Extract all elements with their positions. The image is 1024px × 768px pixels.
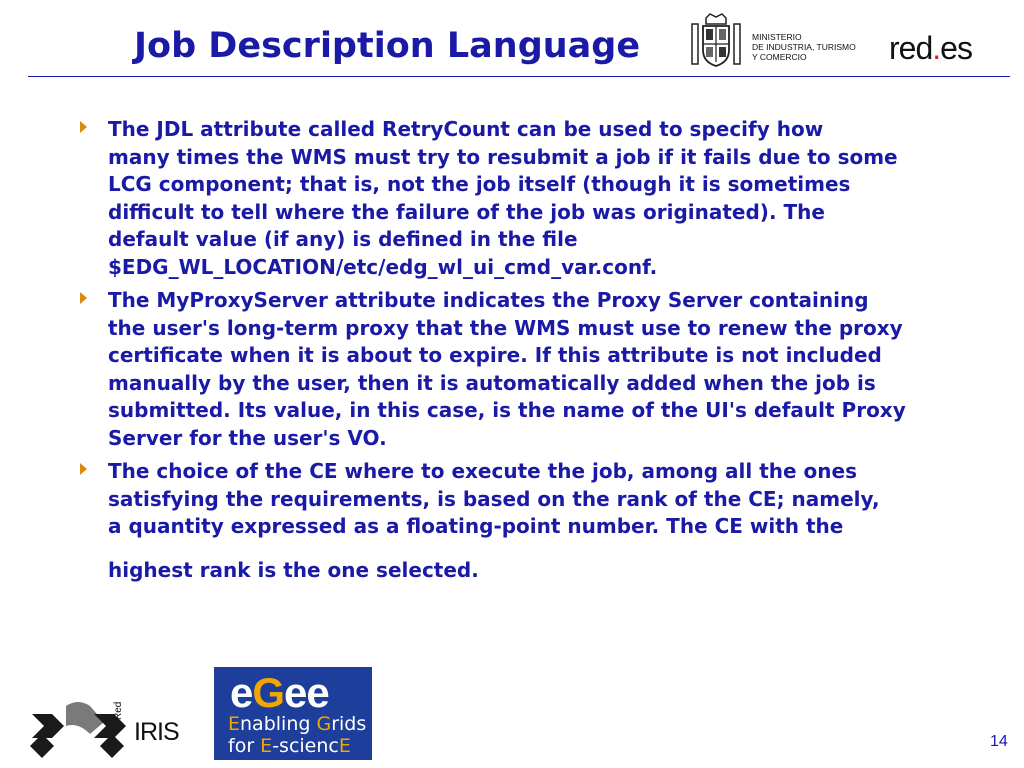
bullet-line: many times the WMS must try to resubmit a job if it fails due to some xyxy=(108,144,898,169)
ministry-logo xyxy=(752,32,856,62)
bullet-line: LCG component; that is, not the job itself (though it is sometimes xyxy=(108,172,851,196)
bullet-item xyxy=(80,458,960,584)
bullet-line: a quantity expressed as a floating-point number. The CE with the xyxy=(108,514,844,538)
egee-wordmark-e: e xyxy=(230,669,253,716)
bullet-line: default value (if any) is defined in the file xyxy=(108,227,578,251)
bullet-arrow-icon xyxy=(80,292,87,304)
bullet-line: satisfying the requirements, is based on the rank of the CE; namely, xyxy=(108,486,880,511)
bullet-arrow-icon xyxy=(80,121,87,133)
bullet-text xyxy=(108,458,960,584)
egee-wordmark xyxy=(230,671,329,715)
bullet-line: certificate when it is about to expire. If this attribute is not included xyxy=(108,343,882,367)
egee-tagline-1-d: rids xyxy=(331,713,367,735)
egee-tagline-2-a: for xyxy=(228,735,261,757)
rediris-label: IRIS xyxy=(134,718,179,746)
bullet-line: difficult to tell where the failure of the job was originated). The xyxy=(108,199,825,224)
bullet-line: Server for the user's VO. xyxy=(108,425,387,450)
bullet-list xyxy=(80,116,960,590)
egee-tagline-2-c: -scienc xyxy=(272,735,339,757)
bullet-line: highest rank is the one selected. xyxy=(108,557,479,582)
bullet-text xyxy=(108,116,960,281)
bullet-text xyxy=(108,287,960,452)
page-title: Job Description Language xyxy=(134,26,641,66)
coat-of-arms-icon xyxy=(688,12,744,70)
egee-tagline-1-b: nabling xyxy=(240,713,317,735)
egee-wordmark-g: G xyxy=(252,669,285,716)
bullet-item xyxy=(80,287,960,452)
egee-tagline-1-c: G xyxy=(316,713,332,735)
bullet-line: the user's long-term proxy that the WMS must use to renew the proxy xyxy=(108,315,903,340)
bullet-line: manually by the user, then it is automatically added when the job is xyxy=(108,370,876,395)
bullet-line: The JDL attribute called RetryCount can be used to specify how xyxy=(108,117,824,141)
header-divider xyxy=(28,76,1010,77)
egee-logo xyxy=(214,667,372,760)
page-number: 14 xyxy=(990,733,1008,750)
bullet-line: The MyProxyServer attribute indicates the Proxy Server containing xyxy=(108,288,869,312)
bullet-line: $EDG_WL_LOCATION/etc/edg_wl_ui_cmd_var.conf. xyxy=(108,254,658,279)
rediris-prefix: Red xyxy=(113,701,124,720)
egee-wordmark-ee: ee xyxy=(284,669,329,716)
egee-tagline-2 xyxy=(228,735,351,757)
bullet-item xyxy=(80,116,960,281)
redes-logo-part1: red xyxy=(889,30,933,66)
redes-logo-dot: . xyxy=(932,30,941,66)
egee-tagline-2-b: E xyxy=(260,735,273,757)
bullet-line: The choice of the CE where to execute the job, among all the ones xyxy=(108,459,857,483)
redes-logo xyxy=(889,30,972,67)
ministry-line-1: MINISTERIO xyxy=(752,32,802,42)
redes-logo-part2: es xyxy=(940,30,972,66)
egee-tagline-1 xyxy=(228,713,366,735)
egee-tagline-1-a: E xyxy=(228,713,241,735)
bullet-spacer xyxy=(108,541,960,557)
egee-tagline-2-d: E xyxy=(338,735,351,757)
ministry-line-3: Y COMERCIO xyxy=(752,52,807,62)
bullet-arrow-icon xyxy=(80,463,87,475)
ministry-line-2: DE INDUSTRIA, TURISMO xyxy=(752,42,856,52)
bullet-line: submitted. Its value, in this case, is the name of the UI's default Proxy xyxy=(108,398,906,422)
